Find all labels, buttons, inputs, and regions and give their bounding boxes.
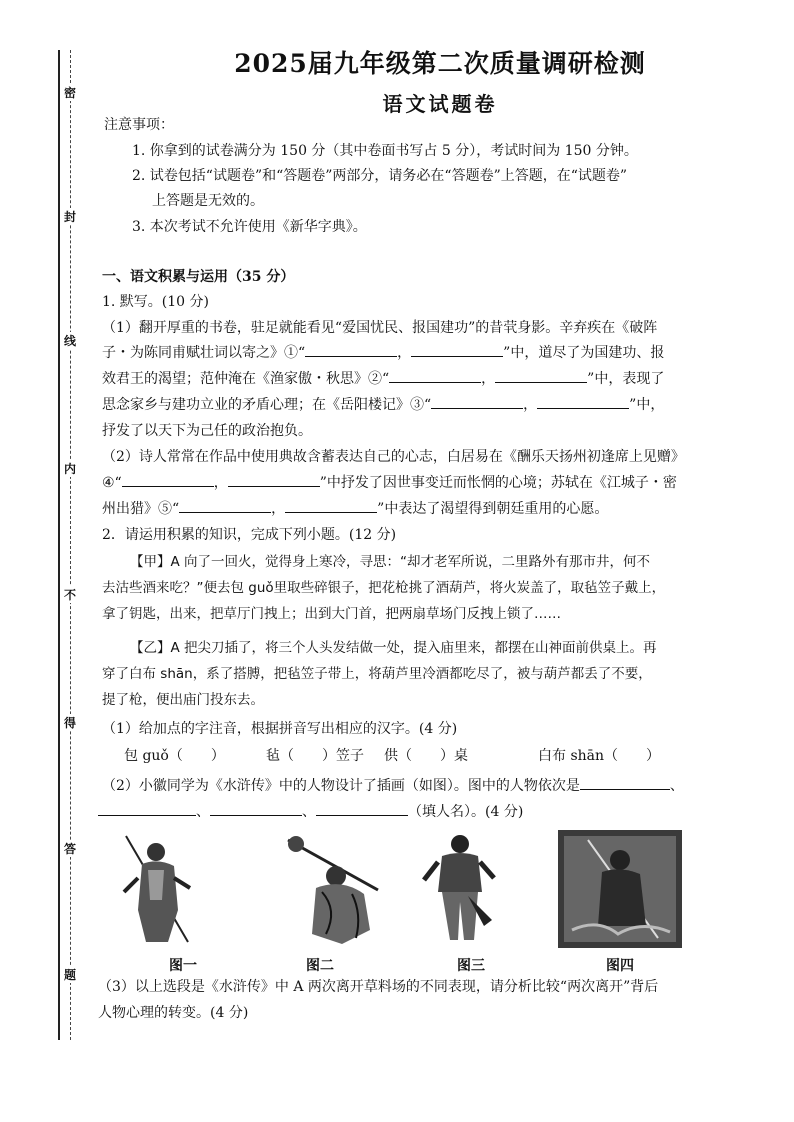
answer-blank[interactable]: [98, 801, 196, 816]
answer-blank[interactable]: [389, 368, 481, 383]
seal-char: 线: [60, 332, 80, 349]
answer-blank[interactable]: [495, 368, 587, 383]
answer-blank[interactable]: [580, 775, 670, 790]
figure-caption: 图二: [306, 958, 334, 974]
seal-char: 答: [60, 840, 80, 857]
passage-jia: 【甲】A 向了一回火，觉得身上寒冷，寻思：“却才老军所说，二里路外有那市井，何不: [130, 554, 651, 570]
passage-yi: 提了枪，便出庙门投东去。: [102, 692, 264, 708]
q1-text: （1）翻开厚重的书卷，驻足就能看见“爱国忧民、报国建功”的昔茕身影。辛弃疾在《破阵: [102, 320, 658, 336]
answer-blank[interactable]: [537, 394, 629, 409]
passage-jia: 拿了钥匙，出来，把草厅门拽上；出到大门首，把两扇草场门反拽上锁了……: [102, 606, 561, 622]
figure-three-illustration: [420, 830, 498, 948]
passage-yi: 穿了白布 shān，系了搭膊，把毡笠子带上，将葫芦里冷酒都吃尽了，被与葫芦都丢了不要，: [102, 666, 652, 682]
exam-title: 2025届九年级第二次质量调研检测: [234, 49, 646, 78]
pinyin-item: 白布 shān（ ）: [538, 748, 661, 764]
figure-two-illustration: [282, 830, 392, 948]
pinyin-item: 供（ ）桌: [384, 748, 468, 764]
seal-char: 题: [60, 966, 80, 983]
subquestion-line: 、 、 （填人名）。(4 分): [98, 801, 523, 823]
q1-text-line: 子・为陈同甫赋壮词以寄之》①“ ， ”中，道尽了为国建功、报: [102, 342, 664, 364]
subquestion: （1）给加点的字注音，根据拼音写出相应的汉字。(4 分): [102, 721, 458, 737]
answer-blank[interactable]: [228, 472, 320, 487]
question-label: 1. 默写。(10 分): [102, 294, 209, 310]
notice-heading: 注意事项：: [104, 117, 174, 133]
answer-blank[interactable]: [179, 498, 271, 513]
q1-text-line: 州出猎》⑤“ ， ”中表达了渴望得到朝廷重用的心愿。: [102, 498, 608, 520]
answer-blank[interactable]: [285, 498, 377, 513]
section-heading: 一、语文积累与运用（35 分）: [102, 269, 295, 285]
figure-caption: 图四: [606, 958, 634, 974]
answer-blank[interactable]: [316, 801, 408, 816]
seal-line: [58, 50, 60, 1040]
seal-char: 封: [60, 208, 80, 225]
subquestion: 人物心理的转变。(4 分): [98, 1005, 249, 1021]
seal-char: 不: [60, 586, 80, 603]
q1-text-line: 效君王的渴望；范仲淹在《渔家傲・秋思》②“ ， ”中，表现了: [102, 368, 664, 390]
pinyin-item: 包 guǒ（ ）: [124, 748, 225, 764]
figure-four-illustration: [558, 830, 682, 948]
notice-item: 上答题是无效的。: [152, 193, 264, 209]
q1-text-line: 思念家乡与建功立业的矛盾心理；在《岳阳楼记》③“ ， ”中，: [102, 394, 664, 416]
answer-blank[interactable]: [122, 472, 214, 487]
passage-jia: 去沽些酒来吃？”便去包 guǒ里取些碎银子，把花枪挑了酒葫芦，将火炭盖了，取毡笠子戴上，: [102, 580, 666, 596]
subquestion-line: （2）小徽同学为《水浒传》中的人物设计了插画（如图）。图中的人物依次是 、: [102, 775, 684, 797]
seal-dashed-line: [70, 50, 71, 1040]
answer-blank[interactable]: [411, 342, 503, 357]
notice-item: 2. 试卷包括“试题卷”和“答题卷”两部分，请务必在“答题卷”上答题，在“试题卷”: [132, 168, 628, 184]
figure-caption: 图三: [457, 958, 485, 974]
q1-text-line: ④“ ， ”中抒发了因世事变迁而怅惘的心境；苏轼在《江城子・密: [102, 472, 677, 494]
figure-one-illustration: [118, 830, 196, 948]
pinyin-item: 毡（ ）笠子: [266, 748, 364, 764]
exam-subtitle: 语文试题卷: [382, 92, 498, 116]
passage-yi: 【乙】A 把尖刀插了，将三个人头发结做一处，提入庙里来，都摆在山神面前供桌上。再: [130, 640, 657, 656]
notice-item: 1. 你拿到的试卷满分为 150 分（其中卷面书写占 5 分），考试时间为 150 分钟。: [132, 143, 638, 159]
answer-blank[interactable]: [305, 342, 397, 357]
subquestion: （3）以上选段是《水浒传》中 A 两次离开草料场的不同表现，请分析比较“两次离开”背后: [98, 979, 659, 995]
q1-text: 抒发了以天下为己任的政治抱负。: [102, 423, 312, 439]
figure-caption: 图一: [169, 958, 197, 974]
seal-char: 内: [60, 460, 80, 477]
q1-text: （2）诗人常常在作品中使用典故含蓄表达自己的心志，白居易在《酬乐天扬州初逢席上见赠》: [102, 449, 685, 465]
answer-blank[interactable]: [210, 801, 302, 816]
question-label: 2．请运用积累的知识，完成下列小题。(12 分): [102, 527, 397, 543]
seal-char: 得: [60, 714, 80, 731]
answer-blank[interactable]: [431, 394, 523, 409]
notice-item: 3. 本次考试不允许使用《新华字典》。: [132, 219, 367, 235]
seal-char: 密: [60, 84, 80, 101]
